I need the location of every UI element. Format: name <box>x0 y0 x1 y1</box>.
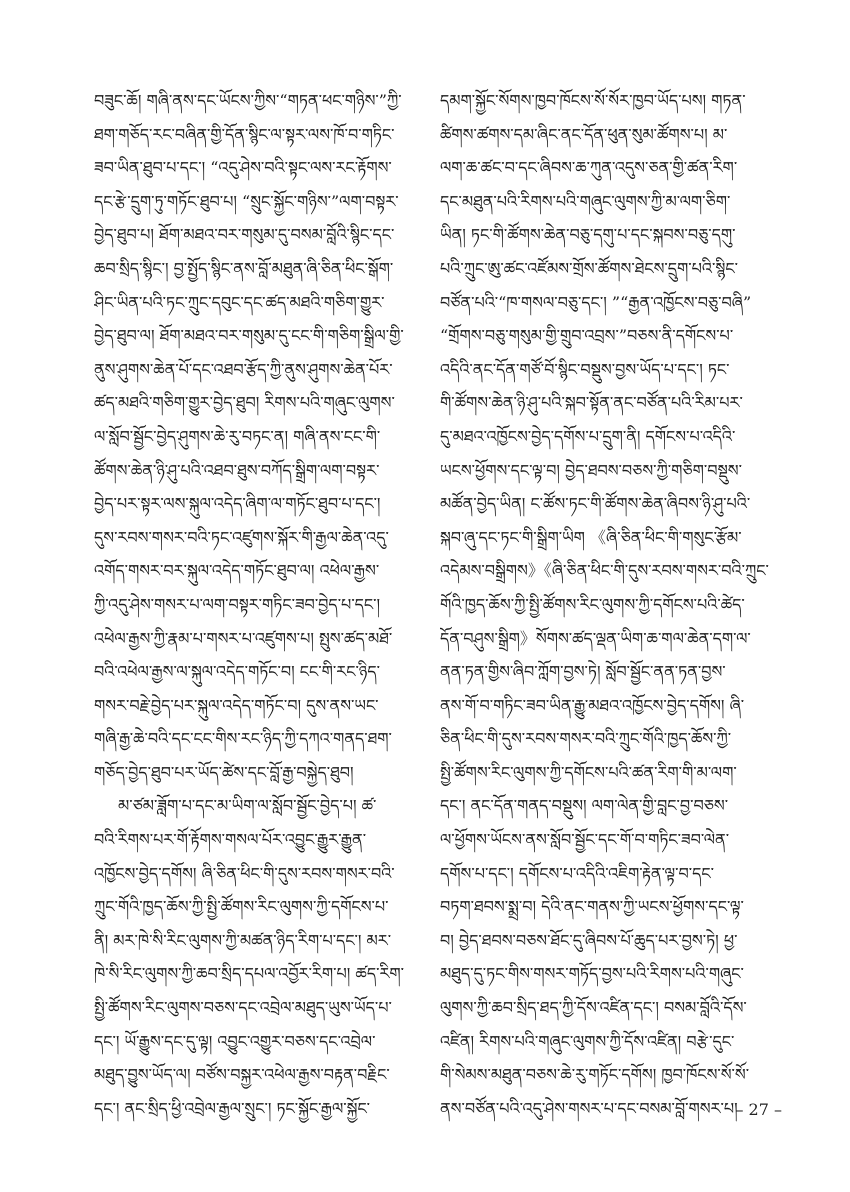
text-line: བའི་རིགས་པར་གོ་རྟོགས་གསལ་པོར་འབྱུང་རྒྱུར་རྒྱུན་ <box>94 830 367 850</box>
text-line: དུས་རབས་གསར་བའི་ཏང་འཛུགས་སྐོར་གི་རྒྱལ་ཆེན་འདུ་ <box>94 527 389 547</box>
text-line: ནན་ཏན་གྱིས་ཞིབ་ཀློག་བྱས་ཏེ། སློབ་སྦྱོང་ནན་ཏན་བྱས་ <box>440 662 726 682</box>
text-line: ཡིན། ཏང་གི་ཚོགས་ཆེན་བཅུ་དགུ་པ་དང་སྐབས་བཅུ་དགུ་ <box>440 225 736 245</box>
text-line: ཀྱི་འདུ་ཤེས་གསར་པ་ལག་བསྟར་གཏིང་ཟབ་བྱེད་པ་དང་། <box>94 594 381 614</box>
text-line: ཡངས་ཕྱོགས་དང་ལྟ་བ། བྱེད་ཐབས་བཅས་ཀྱི་གཅིག་བསྡུས་ <box>440 460 742 480</box>
text-line: དུ་མཐའ་འཁྱོངས་བྱེད་དགོས་པ་དྲུག་ནི། དགོངས་པ་འདིའི་ <box>440 426 736 446</box>
text-line: འགོད་གསར་བར་སྐུལ་འདེད་གཏོང་ཐུབ་ལ། འཕེལ་རྒྱས་ <box>94 561 380 581</box>
text-line: དགོས་པ་དང་། དགོངས་པ་འདིའི་འཇིག་རྟེན་ལྟ་བ་དང་ <box>440 863 714 883</box>
text-line: སྤྱི་ཚོགས་རིང་ལུགས་ཀྱི་དགོངས་པའི་ཚན་རིག་གི་མ་ལག་ <box>440 762 737 782</box>
text-line: གཅོད་བྱེད་ཐུབ་པར་ཡོད་ཚེས་དང་བློ་རྒྱ་བསྐྱེད་ཐུབ། <box>94 762 354 782</box>
text-line: བྱེད་ཐུབ་པ། ཐོག་མཐའ་བར་གསུམ་དུ་བསམ་བློའི་སྙིང་དང་ <box>94 225 395 245</box>
text-line: ནུས་ཤུགས་ཆེན་པོ་དང་འཐབ་རྩོད་ཀྱི་ནུས་ཤུགས་ཆེན་པོར་ <box>94 359 393 379</box>
text-line: མཐུད་དུ་ཏང་གིས་གསར་གཏོད་བྱས་པའི་རིགས་པའི་གཞུང་ <box>440 964 744 984</box>
text-line: སྐབ་ཞུ་དང་ཏང་གི་སྒྲིག་ཡིག 《ཞི་ཅིན་ཕིང་གི་གསུང་རྩོམ་ <box>440 527 742 547</box>
text-line: གི་སེམས་མཐུན་བཅས་ཆེ་རུ་གཏོང་དགོས། ཁྱབ་ཁོངས་སོ་སོ་ <box>440 1065 750 1085</box>
text-line: ལ་སློབ་སྦྱོང་བྱེད་ཤུགས་ཆེ་རུ་བཏང་ན། གཞི་ནས་ངང་གི་ <box>94 426 381 446</box>
text-line: བཙོན་པའི་“ཁ་གསལ་བཅུ་དང་། ”“རྒྱན་འཁྱོངས་བཅུ་བཞི” <box>440 292 752 312</box>
text-line: ཅིན་ཕིང་གི་དུས་རབས་གསར་བའི་ཀྲུང་གོའི་ཁྱད་ཆོས་ཀྱི་ <box>440 729 732 749</box>
text-line: ཚད་མཐའི་གཅིག་གྱུར་བྱེད་ཐུབ། རིགས་པའི་གཞུང་ལུགས་ <box>94 393 395 413</box>
text-line: གི་ཚོགས་ཆེན་ཉི་ཤུ་པའི་སྐབ་སྟོན་ནང་བཙོན་པའི་རིམ་པར་ <box>440 393 743 413</box>
text-line: ལུགས་ཀྱི་ཆབ་སྲིད་ཐད་ཀྱི་དོས་འཛིན་དང་། བསམ་བློའི་དོས་ <box>440 998 747 1018</box>
text-line: བཏག་ཐབས་སྨྲ་བ། དེའི་ནང་གནས་ཀྱི་ཡངས་ཕྱོགས་དང་ལྟ་ <box>440 897 744 917</box>
text-line: བྱེད་པར་སྟར་ལས་སྐུལ་འདེད་ཞིག་ལ་གཏོང་ཐུབ་པ་དང་། <box>94 494 381 514</box>
text-line: མཐུད་བྱུས་ཡོད་ལ། བཙོས་བསྐྱར་འཕེལ་རྒྱས་བརྟན་བརྗིང་ <box>94 1065 390 1085</box>
text-line: གོའི་ཁྱད་ཆོས་ཀྱི་སྤྱི་ཚོགས་རིང་ལུགས་ཀྱི་དགོངས་པའི་ཚེད་ <box>440 594 745 614</box>
text-line: བྱེད་ཐུབ་ལ། ཐོག་མཐའ་བར་གསུམ་དུ་ངང་གི་གཅིག་སྒྲིལ་གྱི་ <box>94 326 404 346</box>
text-line: ཁེ་སི་རིང་ལུགས་ཀྱི་ཆབ་སྲིད་དཔལ་འབྱོར་རིག་པ། ཚད་རིག་ <box>94 964 405 984</box>
text-line: ནི། མར་ཁེ་སི་རིང་ལུགས་ཀྱི་མཚན་ཉིད་རིག་པ་དང་། མར་ <box>94 930 392 950</box>
text-line: ཀྲུང་གོའི་ཁྱད་ཆོས་ཀྱི་སྤྱི་ཚོགས་རིང་ལུགས་ཀྱི་དགོངས་པ་ <box>94 897 389 917</box>
text-line: ཆབ་སྲིད་སྙིང་། བྱ་སྤྱོད་སྙིང་ནས་བློ་མཐུན་ཞི་ཅིན་ཕིང་སྒོག་ <box>94 258 394 278</box>
text-line: སྤྱི་ཚོགས་རིང་ལུགས་བཅས་དང་འབྲེལ་མཐུད་ཡུས་ཡོད་པ་ <box>94 998 392 1018</box>
text-line: པའི་ཀྲུང་ཨུ་ཚང་འཛོམས་གྲོས་ཚོགས་ཐེངས་དྲུག་པའི་སྙིང་ <box>440 258 738 278</box>
text-line: ཚིགས་ཚགས་དམ་ཞིང་ནང་དོན་ཕུན་སུམ་ཚོགས་པ། མ་ <box>440 124 728 144</box>
text-line: ལ་ཕྱོགས་ཡོངས་ནས་སློབ་སྦྱོང་དང་གོ་བ་གཏིང་ཟབ་ལེན་ <box>440 830 730 850</box>
left-text-column <box>94 84 430 1125</box>
text-line: ཤིང་ཡིན་པའི་ཏང་ཀྲུང་དབུང་དང་ཚད་མཐའི་གཅིག་གྱུར་ <box>94 292 385 312</box>
text-line: གསར་བརྗེ་བྱེད་པར་སྐུལ་འདེད་གཏོང་བ། དུས་ནས་ཡང་ <box>94 695 379 715</box>
text-line: མ་ཙམ་ཟློག་པ་དང་མ་ཡིག་ལ་སློབ་སྦྱོང་བྱེད་པ། ཚ་ <box>118 796 377 816</box>
text-line: དང་། ཡོ་རྒྱུས་དང་དུ་ལྟ། འབྱུང་འགྱུར་བཅས་དང་འབྲེལ་ <box>94 1031 376 1051</box>
text-line: བའི་འཕེལ་རྒྱས་ལ་སྐུལ་འདེད་གཏོང་བ། ངང་གི་རང་ཉིད་ <box>94 662 380 682</box>
page-number: – 27 – <box>735 1100 782 1119</box>
text-line: ཟབ་ཡིན་ཐུབ་པ་དང་། “འདུ་ཤེས་བའི་སྟང་ལས་རང་རྟོགས་ <box>94 158 392 178</box>
text-line: བ། བྱེད་ཐབས་བཅས་ཐོང་དུ་ཞིབས་པོ་ཆུད་པར་བྱས་ཏེ། ཕྱ་ <box>440 930 738 950</box>
text-line: གཞི་རྒྱ་ཆེ་བའི་དང་ངང་གིས་རང་ཉིད་ཀྱི་དཀའ་གནད་ཐག་ <box>94 729 392 749</box>
text-line: མཚོན་བྱེད་ཡིན། ང་ཚོས་ཏང་གི་ཚོགས་ཆེན་ཞིབས་ཉི་ཤུ་པའི་ <box>440 494 751 514</box>
text-line: དང་མཐུན་པའི་རིགས་པའི་གཞུང་ལུགས་ཀྱི་མ་ལག་ཅིག་ <box>440 191 731 211</box>
text-line: འདེམས་བསྒྲིགས》《ཞི་ཅིན་ཕིང་གི་དུས་རབས་གསར་བའི་ཀྲུང་ <box>440 561 769 581</box>
text-line: འཕེལ་རྒྱས་ཀྱི་རྣམ་པ་གསར་པ་འཛུགས་པ། སྤུས་ཚད་མཐོ་ <box>94 628 393 648</box>
text-line: འདིའི་ནང་དོན་གཙོ་བོ་སྙིང་བསྡུས་བྱས་ཡོད་པ་དང་། ཏང་ <box>440 359 730 379</box>
text-line: ཐག་གཅོད་རང་བཞིན་གྱི་དོན་སྙིང་ལ་སྟར་ལས་ཁོ་བ་གཏིང་ <box>94 124 395 144</box>
text-line: དང་རྩེ་དྲུག་ཏུ་གཏོང་ཐུབ་པ། “སྲུང་སྐྱོང་གཉིས་”ལག་བསྟར་ <box>94 191 399 211</box>
text-line: བཟུང་ཆོ། གཞི་ནས་དང་ཡོངས་ཀྱིས་“གཏན་ཕང་གཉིས་”ཀྱི་ <box>94 91 402 110</box>
text-line: འཁྱོངས་བྱེད་དགོས། ཞི་ཅིན་ཕིང་གི་དུས་རབས་གསར་བའི་ <box>94 863 395 883</box>
right-text-column <box>440 84 776 1125</box>
text-line: “གྲོགས་བཅུ་གསུམ་གྱི་གྲུབ་འབྲས་”བཅས་ནི་དགོངས་པ་ <box>440 326 734 346</box>
text-line: དོན་བཤུས་སྒྲིག》སོགས་ཚད་ལྡན་ཡིག་ཆ་གལ་ཆེན་དག་ལ་ <box>440 628 751 648</box>
text-line: ནས་བཙོན་པའི་འདུ་ཤེས་གསར་པ་དང་བསམ་བློ་གསར་པ། <box>440 1098 738 1118</box>
text-line: དམག་སྐྱོང་སོགས་ཁྱབ་ཁོངས་སོ་སོར་ཁྱབ་ཡོད་པས། གཏན་ <box>440 91 746 110</box>
text-line: ལག་ཆ་ཚང་བ་དང་ཞིབས་ཆ་ཀུན་འདུས་ཅན་གྱི་ཚན་རིག་ <box>440 158 738 178</box>
text-line: ཚོགས་ཆེན་ཉི་ཤུ་པའི་འཐབ་ཐུས་བཀོད་སྒྲིག་ལག་བསྟར་ <box>94 460 380 480</box>
text-line: འཛིན། རིགས་པའི་གཞུང་ལུགས་ཀྱི་དོས་འཛིན། བརྩེ་དུང་ <box>440 1031 735 1051</box>
text-line: ནས་གོ་བ་གཏིང་ཟབ་ཡིན་རྒྱུ་མཐའ་འཁྱོངས་བྱེད་དགོས། ཞི་ <box>440 695 745 715</box>
text-line: དང་། ནང་སྲིད་ཕྱི་འབྲེལ་རྒྱལ་སྲུང་། ཏང་སྐྱོང་རྒྱལ་སྐྱོང་ <box>94 1098 371 1118</box>
text-line: དང་། ནང་དོན་གནད་བསྡུས། ལག་ལེན་གྱི་བླང་བྱ་བཅས་ <box>440 796 729 816</box>
